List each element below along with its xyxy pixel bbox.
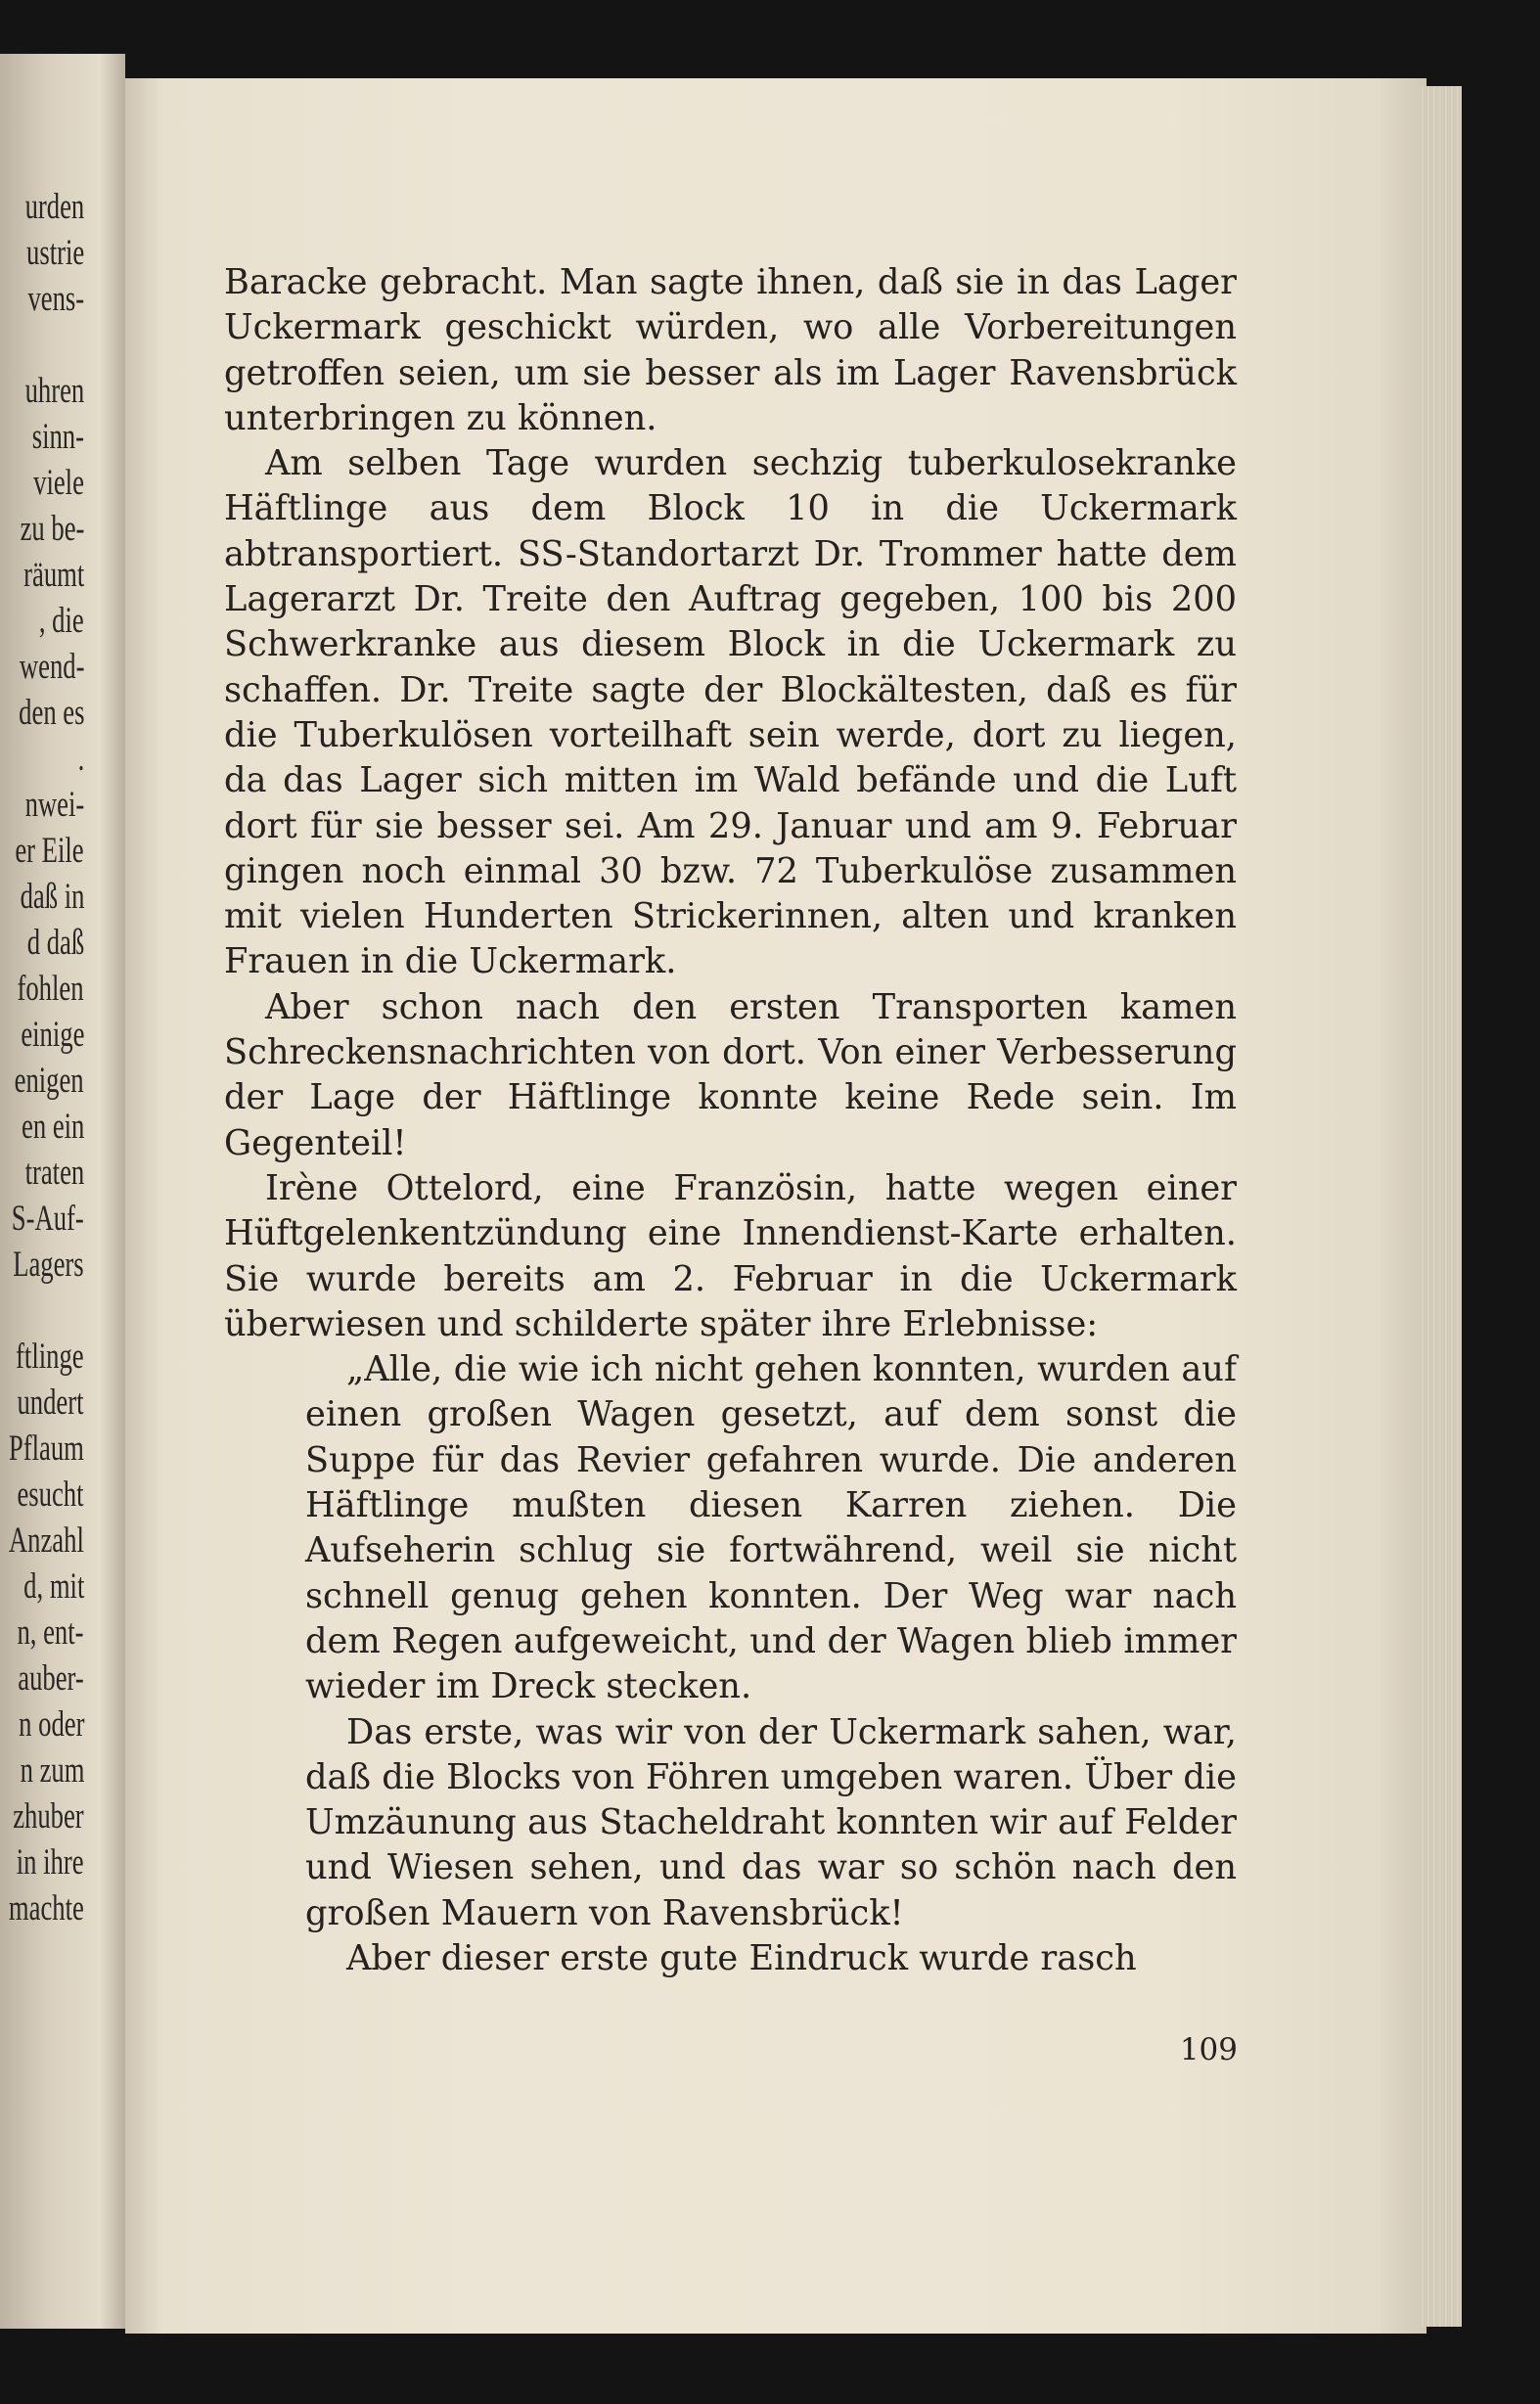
left-page-line: n, ent-	[17, 1612, 84, 1653]
page-edge-stack	[1419, 86, 1462, 2327]
left-page-line: machte	[9, 1888, 84, 1928]
left-page-line: in ihre	[17, 1842, 84, 1882]
left-page-line: Pflaum	[9, 1429, 84, 1469]
paragraph: Aber schon nach den ersten Transporten kamen Schreckensnachrichten von dort. Von einer Verbesserung der Lage der Häftlinge konnte keine Rede sein. Im Gegenteil!	[224, 986, 1237, 1163]
left-page-line: räumt	[23, 555, 84, 595]
left-page-line: enigen	[14, 1061, 84, 1101]
left-page-line: n zum	[20, 1750, 84, 1791]
left-page-fragment	[0, 54, 125, 2329]
left-page-line: urden	[24, 187, 84, 227]
left-page-line: den es	[18, 693, 84, 733]
left-page-line: en ein	[21, 1107, 84, 1147]
left-page-line: nwei-	[24, 785, 84, 825]
left-page-line: S-Auf-	[12, 1199, 84, 1239]
left-page-line: n oder	[18, 1704, 84, 1745]
left-page-line: .	[77, 739, 84, 779]
left-page-line: viele	[33, 463, 84, 503]
left-page-line: daß in	[20, 877, 84, 917]
quote-paragraph: „Alle, die wie ich nicht gehen konnten, wurden auf einen großen Wagen gesetzt, auf dem sonst die Suppe für das Revier gefahren wurde. Die anderen Häftlinge mußten diesen Karren ziehen. Die Aufseherin schlug sie fortwährend, weil sie nicht schnell genug gehen konnten. Der Weg war nach dem Regen aufgeweicht, und der Wagen blieb immer wieder im Dreck stecken.	[305, 1349, 1237, 1707]
left-page-line: d daß	[26, 923, 84, 963]
paragraph: Irène Ottelord, eine Französin, hatte wegen einer Hüftgelenkentzündung eine Innendienst-Karte erhalten. Sie wurde bereits am 2. Februar in die Uckermark überwiesen und schilderte später ihre Erlebnisse:	[224, 1167, 1237, 1344]
quote-paragraph: Das erste, was wir von der Uckermark sahen, war, daß die Blocks von Föhren umgeben waren. Über die Umzäunung aus Stacheldraht konnten wir auf Felder und Wiesen sehen, und das war so schön nach den großen Mauern von Ravensbrück!	[305, 1711, 1237, 1933]
left-page-line: zu be-	[20, 509, 84, 549]
left-page-line: , die	[39, 601, 84, 641]
left-page-line: ustrie	[25, 233, 84, 273]
left-page-line: d, mit	[23, 1566, 84, 1607]
left-page-line: wend-	[19, 647, 84, 687]
left-page-line: esucht	[17, 1474, 84, 1515]
left-page-line: sinn-	[31, 417, 84, 457]
left-page-line: traten	[24, 1153, 84, 1193]
paragraph: Am selben Tage wurden sechzig tuberkulosekranke Häftlinge aus dem Block 10 in die Uckermark abtransportiert. SS-Standortarzt Dr. Trommer hatte dem Lagerarzt Dr. Treite den Auftrag gegeben, 100 bis 200 Schwerkranke aus diesem Block in die Uckermark zu schaffen. Dr. Treite sagte der Blockältesten, daß es für die Tuberkulösen vorteilhaft sein werde, dort zu liegen, da das Lager sich mitten im Wald befände und die Luft dort für sie besser sei. Am 29. Januar und am 9. Februar gingen noch einmal 30 bzw. 72 Tuberkulöse zusammen mit vielen Hunderten Strickerinnen, alten und kranken Frauen in die Uckermark.	[224, 443, 1237, 982]
left-page-line: fohlen	[17, 969, 84, 1009]
left-page-line: auber-	[18, 1658, 84, 1699]
left-page-line: einige	[20, 1015, 84, 1055]
page-body-text	[224, 260, 1237, 1981]
left-page-line: Lagers	[13, 1245, 84, 1285]
page-number: 109	[1179, 2032, 1238, 2067]
left-page-line: er Eile	[15, 831, 84, 871]
left-page-line: undert	[17, 1383, 84, 1423]
quote-paragraph: Aber dieser erste gute Eindruck wurde rasch	[346, 1937, 1137, 1978]
left-page-line: Anzahl	[9, 1520, 84, 1561]
left-page-line: zhuber	[13, 1796, 84, 1837]
left-page-line: ftlinge	[16, 1337, 84, 1377]
left-page-line: uhren	[24, 371, 84, 411]
paragraph: Baracke gebracht. Man sagte ihnen, daß sie in das Lager Uckermark geschickt würden, wo alle Vorbereitungen getroffen seien, um sie besser als im Lager Ravensbrück unterbringen zu können.	[224, 262, 1237, 438]
left-page-line: vens-	[27, 279, 84, 319]
